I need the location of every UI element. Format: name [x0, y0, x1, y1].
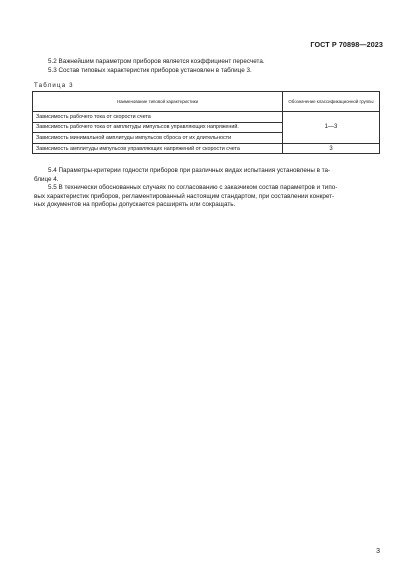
table-row [33, 143, 380, 154]
paragraph-5-4: 5.4 Параметры-критерии годности приборов при различных видах испытания установлены в та- [48, 167, 331, 174]
paragraph-5-4-cont: блице 4. [34, 175, 59, 183]
paragraph-5-5-cont2: ных документов на приборы допускается расширять или сокращать. [34, 201, 236, 208]
header-characteristic: Наименование типовой характеристики [33, 92, 283, 112]
group-cell: 3 [283, 143, 380, 154]
characteristics-table [32, 91, 380, 154]
standard-designation: ГОСТ Р 70898—2023 [310, 40, 383, 49]
group-cell: 1—3 [283, 112, 380, 144]
paragraph-5-3: 5.3 Состав типовых характеристик приборов установлен в таблице 3. [48, 66, 252, 74]
paragraph-5-5: 5.5 В технически обоснованных случаях по согласованию с заказчиком состав параметров и типо- [48, 184, 338, 191]
row-characteristic: Зависимость амплитуды импульсов управляющих напряжений от скорости счета [33, 143, 283, 154]
header-group: Обозначение классификационной группы [283, 92, 380, 112]
table-row [33, 112, 380, 123]
paragraph-5-5-cont1: вых характеристик приборов, регламентированный настоящим стандартом, при составлении конкрет- [34, 192, 335, 200]
paragraph-5-2: 5.2 Важнейшим параметром приборов является коэффициент пересчета. [48, 58, 265, 65]
row-characteristic: Зависимость минимальной амплитуды импульсов сброса от их длительности [33, 133, 283, 144]
page-number: 3 [376, 548, 380, 555]
table-header-row [33, 92, 380, 112]
row-characteristic: Зависимость рабочего тока от амплитуды импульсов управляющих напряжений. [33, 122, 283, 133]
row-characteristic: Зависимость рабочего тока от скорости счета [33, 112, 283, 123]
table-caption: Таблица 3 [34, 82, 74, 89]
